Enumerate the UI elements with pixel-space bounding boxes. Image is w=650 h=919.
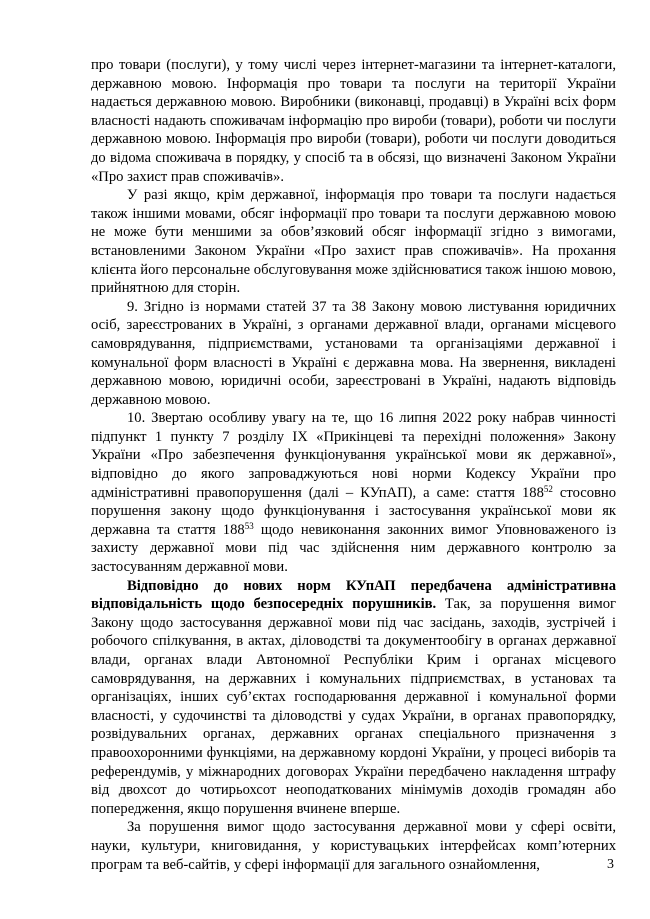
article-superscript-53: 53	[244, 520, 254, 531]
item-10-text-3: щодо невиконання законних вимог Уповноваженого із захисту державної мови під час здійснення ним державного контролю за застосуванням державної мови.	[91, 521, 617, 576]
paragraph-item-10	[91, 409, 616, 576]
paragraph-other-languages: У разі якщо, крім державної, інформація про товари та послуги надається також іншими мовами, обсяг інформації про товари та послуги державною мовою не може бути меншими за обов’язковий обсяг інформації згідно з вимогами, встановленими Законом України «Про захист прав споживачів». На прохання клієнта його персональне обслуговування може здійснюватися також іншою мовою, прийнятною для сторін.	[91, 187, 616, 297]
item-10-text-2: стосовно порушення закону щодо функціонування і застосування української мови як державна та стаття 188	[91, 484, 617, 538]
liability-text: Так, за порушення вимог Закону щодо застосування державної мови під час засідань, заходів, зустрічей і робочого спілкування, в актах, діловодстві та документообігу в органах державної влади, органах влади Автономної Республіки Крим і органах місцевого самоврядування, на державних і комунальних підприємствах, в установах та організаціях, інших суб’єктах господарювання державної і комунальної форми власності, у судочинстві та діловодстві у судах України, в органах правопорядку, розвідувальних органах, державних органах спеціального призначення з правоохоронними функціями, на державному кордоні України, у процесі виборів та референдумів, у міжнародних договорах України передбачено накладення штрафу від двохсот до чотирьохсот неоподаткованих мінімумів доходів громадян або попередження, якщо порушення вчинене вперше.	[91, 596, 616, 817]
paragraph-liability	[91, 577, 616, 819]
article-superscript-52: 52	[543, 483, 553, 494]
document-body	[91, 56, 616, 874]
liability-bold-lead: Відповідно до нових норм КУпАП передбачена адміністративна відповідальність щодо безпосередніх порушників.	[91, 577, 616, 613]
page-number: 3	[607, 857, 614, 872]
item-10-text-1: 10. Звертаю особливу увагу на те, що 16 липня 2022 року набрав чинності підпункт 1 пункту 7 розділу IX «Прикінцеві та перехідні положення» Закону України «Про забезпечення функціонування української мови як державної», відповідно до якого запроваджуються нові норми Кодексу України про адміністративні правопорушення (далі – КУпАП), а саме: стаття 188	[91, 410, 616, 501]
paragraph-violations: За порушення вимог щодо застосування державної мови у сфері освіти, науки, культури, книговидання, у користувацьких інтерфейсах комп’ютерних програм та веб-сайтів, у сфері інформації для загального ознайомлення,	[91, 819, 616, 873]
paragraph-consumer-info: про товари (послуги), у тому числі через інтернет-магазини та інтернет-каталоги, державною мовою. Інформація про товари та послуги на території України надається державною мовою. Виробники (виконавці, продавці) в Україні всіх форм власності надають споживачам інформацію про вироби (товари), роботи чи послуги державною мовою. Інформація про вироби (товари), роботи чи послуги доводиться до відома споживача в порядку, у спосіб та в обсязі, що визначені Законом України «Про захист прав споживачів».	[91, 57, 616, 185]
paragraph-item-9: 9. Згідно із нормами статей 37 та 38 Закону мовою листування юридичних осіб, зареєстрованих в Україні, з органами державної влади, органами місцевого самоврядування, підприємствами, установами та організаціями державної і комунальної форм власності в Україні є державна мова. На звернення, викладені державною мовою, юридичні особи, зареєстровані в Україні, надають відповідь державною мовою.	[91, 298, 616, 408]
